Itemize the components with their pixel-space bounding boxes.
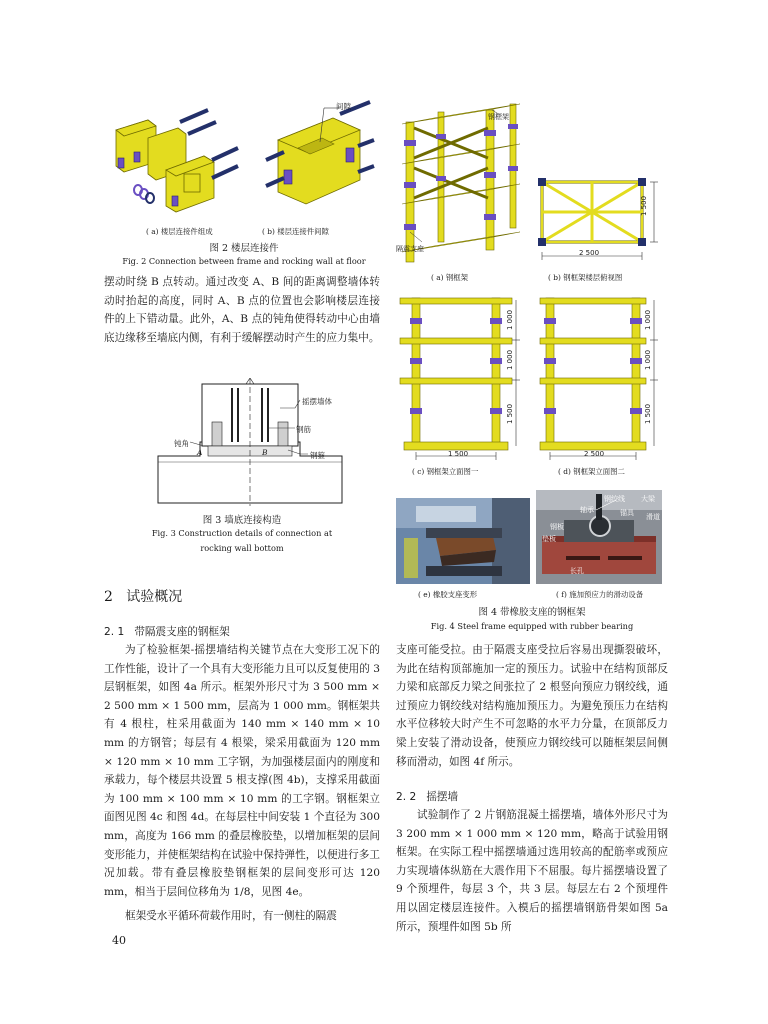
section-2-2-title: 摇摆墙: [426, 791, 459, 803]
fig3-caption-en-2: rocking wall bottom: [200, 543, 284, 553]
right-paragraph-1: 支座可能受拉。由于隔震支座受拉后容易出现撕裂破坏，为此在结构顶部施加一定的预压力。试验中在结构顶部反力梁和底部反力梁之间张拉了 2 根竖向预应力钢绞线，通过预应力钢绞线对结构施加预压力。为避免预压力在结构水平位移较大时产生不可忽略的水平力分量，在顶部反力梁上安装了滑动设备，使预应力钢绞线可以随框架层间侧移而滑动，如图 4f 所示。: [396, 644, 668, 768]
fig3-label-plate: 钢箍: [310, 451, 325, 460]
fig4c-dim-3: 1 500: [506, 403, 514, 424]
fig4-sub-a: ( a) 钢框架: [431, 273, 469, 282]
left-paragraph-2: 为了检验框架-摇摆墙结构关键节点在大变形工况下的工作性能，设计了一个具有大变形能力且可以反复使用的 3 层钢框架，如图 4a 所示。框架外形尺寸为 3 500 mm × 2 500 mm × 1 500 mm，层高为 1 000 mm。钢框架共有 4 根柱，柱采用截面为 140 mm × 140 mm × 10 mm 的方钢管；每层有 4 根梁，梁采用截面为 120 mm × 120 mm × 10 mm 工字钢，为加强楼层面内的刚度和承载力，每个楼层共设置 5 根支撑(图 4b)，支撑采用截面为 100 mm × 100 mm × 10 mm 的工字钢。钢框架立面图见图 4c 和图 4d。在每层柱中间安装 1 个直径为 300 mm，高度为 166 mm 的叠层橡胶垫，以增加框架的层间变形能力，并使框架结构在试验中保持弹性，以便进行多工况加载。带有叠层橡胶垫钢框架的层间变形可达 120 mm，相当于层间位移角为 1/8，见图 4e。: [104, 644, 380, 898]
fig4a-frame-3d: [392, 102, 532, 267]
section-2-1-number: 2. 1: [104, 626, 125, 638]
fig2-illustration: [108, 100, 378, 224]
fig4c-dim-w: 1 500: [448, 450, 469, 458]
section-2-2-heading: [396, 789, 458, 804]
fig4c-elevation-1: [394, 292, 524, 462]
fig4f-label-track: 滑道: [646, 513, 660, 521]
fig4-caption-en: Fig. 4 Steel frame equipped with rubber bearing: [430, 621, 634, 631]
right-paragraph-2: 试验制作了 2 片钢筋混凝土摇摆墙，墙体外形尺寸为 3 200 mm × 1 000 mm × 120 mm，略高于试验用钢框架。在实际工程中摇摆墙通过选用较高的配筋率或预应力实现墙体纵筋在大震作用下不屈服。每片摇摆墙设置了 9 个预埋件，每层 3 个，共 3 层。每层左右 2 个预埋件用以固定楼层连接件。入模后的摇摆墙钢筋骨架如图 5a 所示，预埋件如图 5b 所: [396, 809, 668, 933]
section-2-2-number: 2. 2: [396, 791, 417, 803]
fig4b-dim-h: 2 500: [579, 249, 600, 257]
fig2a-connector-parts: [116, 110, 238, 212]
fig3-label-wall: 摇摆墙体: [302, 397, 332, 406]
fig4f-label-nut: 锚具: [620, 509, 634, 517]
fig4-sub-e: ( e) 橡胶支座变形: [418, 590, 478, 599]
fig4d-dim-2: 1 000: [644, 349, 652, 370]
fig4-caption-cn: 图 4 带橡胶支座的钢框架: [478, 607, 586, 618]
fig4f-label-pad: 垫板: [542, 535, 556, 543]
section-2-1-title: 带隔震支座的钢框架: [134, 626, 230, 638]
section-2-number: 2: [104, 589, 113, 605]
fig4b-dim-v: 1 500: [640, 195, 648, 216]
page-number: 40: [112, 934, 126, 947]
fig4c-dim-1: 1 000: [506, 309, 514, 330]
fig4f-label-strand: 钢绞线: [604, 495, 625, 503]
fig2-caption-cn: 图 2 楼层连接件: [209, 243, 279, 254]
fig2-sub-a: ( a) 楼层连接件组成: [146, 227, 213, 236]
fig4c-dim-2: 1 000: [506, 349, 514, 370]
fig4d-dim-1: 1 000: [644, 309, 652, 330]
fig4d-dim-w: 2 500: [584, 450, 605, 458]
section-2-1-heading: [104, 624, 230, 639]
section-2-heading: [104, 586, 182, 606]
fig4-sub-f: ( f) 施加预应力的滑动设备: [556, 590, 644, 599]
fig4-label-frame: 钢框架: [488, 113, 509, 121]
fig4d-dim-3: 1 500: [644, 403, 652, 424]
fig4f-label-beam: 大梁: [641, 495, 655, 503]
fig4-label-bearing: 隔震支座: [396, 245, 424, 253]
fig2b-connector-assembled: [266, 102, 374, 204]
fig3-caption-en-1: Fig. 3 Construction details of connection at: [151, 528, 333, 538]
fig4f-label-bearing: 轴承: [580, 506, 594, 514]
fig3-point-b: B: [262, 448, 268, 457]
fig3-label-rebar: 钢筋: [296, 425, 311, 434]
fig4f-label-steel: 钢板: [550, 523, 564, 531]
fig2-caption-en: Fig. 2 Connection between frame and rocking wall at floor: [122, 256, 366, 266]
fig4-sub-b: ( b) 钢框架楼层俯视图: [548, 273, 623, 282]
fig3-point-a: A: [197, 448, 203, 457]
fig3-label-obtuse: 钝角: [174, 439, 189, 448]
fig2-sub-b: ( b) 楼层连接件间隙: [262, 227, 329, 236]
left-paragraph-3: 框架受水平循环荷载作用时，有一侧柱的隔震: [125, 910, 337, 922]
fig4b-floor-plan: [538, 176, 666, 266]
fig4-sub-d: ( d) 钢框架立面图二: [558, 467, 625, 476]
fig3-caption-cn: 图 3 墙底连接构造: [202, 515, 282, 526]
fig4e-bearing-photo: [396, 498, 530, 584]
fig4-sub-c: ( c) 钢框架立面图一: [412, 467, 479, 476]
fig4f-label-hole: 长孔: [570, 567, 584, 575]
fig2-label-gap: 间隙: [336, 102, 351, 111]
section-2-title: 试验概况: [126, 589, 183, 605]
left-paragraph-1: 摆动时绕 B 点转动。通过改变 A、B 间的距离调整墙体转动时抬起的高度，同时 A、B 点的位置也会影响楼层连接件的上下错动量。此外，A、B 点的钝角使得转动中心由墙底边缘移至墙底内侧，有利于缓解摆动时产生的应力集中。: [104, 276, 380, 344]
